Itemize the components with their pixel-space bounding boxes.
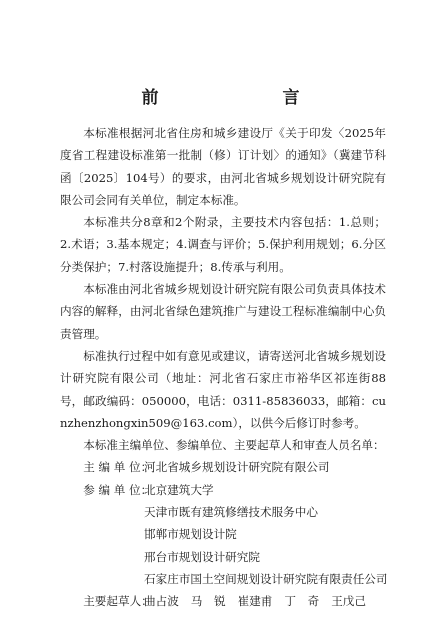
participating-unit: 邯郸市规划设计院 — [144, 527, 237, 542]
participating-unit: 北京建筑大学 — [144, 482, 214, 497]
chief-unit-row — [60, 456, 386, 478]
participating-units-label: 参 编 单 位： — [83, 482, 153, 497]
chief-unit-values — [144, 456, 386, 478]
participating-units-row — [60, 479, 386, 590]
drafters-label: 主要起草人： — [83, 594, 153, 609]
drafter-name: 崔建甫 — [237, 594, 273, 609]
paragraph-list-intro: 本标准主编单位、参编单位、主要起草人和审查人员名单： — [83, 438, 385, 453]
paragraph-interpretation: 本标准由河北省城乡规划设计研究院有限公司负责具体技术内容的解释，由河北省绿色建筑推广与建设工程标准编制中心负责管理。 — [60, 282, 386, 341]
chief-unit-name: 河北省城乡规划设计研究院有限公司 — [144, 460, 330, 475]
participating-unit: 石家庄市国土空间规划设计研究院有限责任公司 — [144, 571, 388, 586]
paragraph-contents: 本标准共分8章和2个附录，主要技术内容包括：1.总则；2.术语；3.基本规定；4.调查与评价；5.保护利用规划；6.分区分类保护；7.村落设施提升；8.传承与利用。 — [60, 215, 386, 274]
drafters-names — [144, 590, 386, 612]
participating-unit: 邢台市规划设计研究院 — [144, 549, 260, 564]
participating-unit: 天津市既有建筑修缮技术服务中心 — [144, 505, 318, 520]
page-title: 前 言 — [141, 88, 330, 108]
paragraph-feedback: 标准执行过程中如有意见或建议，请寄送河北省城乡规划设计研究院有限公司（地址：河北省石家庄市裕华区祁连街88号，邮政编码：050000，电话：0311-85836033，邮箱：cunzhenzhongxin509@163.com），以供今后修订时参考。 — [60, 348, 386, 430]
paragraph-basis: 本标准根据河北省住房和城乡建设厅《关于印发〈2025年度省工程建设标准第一批制（修）订计划〉的通知》（冀建节科函〔2025〕104号）的要求，由河北省城乡规划设计研究院有限公司会同有关单位，制定本标准。 — [60, 126, 386, 207]
drafter-name: 曲占波 — [144, 594, 179, 609]
drafter-name: 王戊己 — [331, 594, 366, 609]
drafters-row — [60, 590, 386, 612]
drafter-name: 丁 奇 — [284, 594, 320, 609]
preface-body — [60, 122, 386, 613]
participating-units-values — [144, 479, 387, 590]
drafter-name: 马 锐 — [190, 594, 226, 609]
chief-unit-label: 主 编 单 位： — [83, 460, 153, 475]
